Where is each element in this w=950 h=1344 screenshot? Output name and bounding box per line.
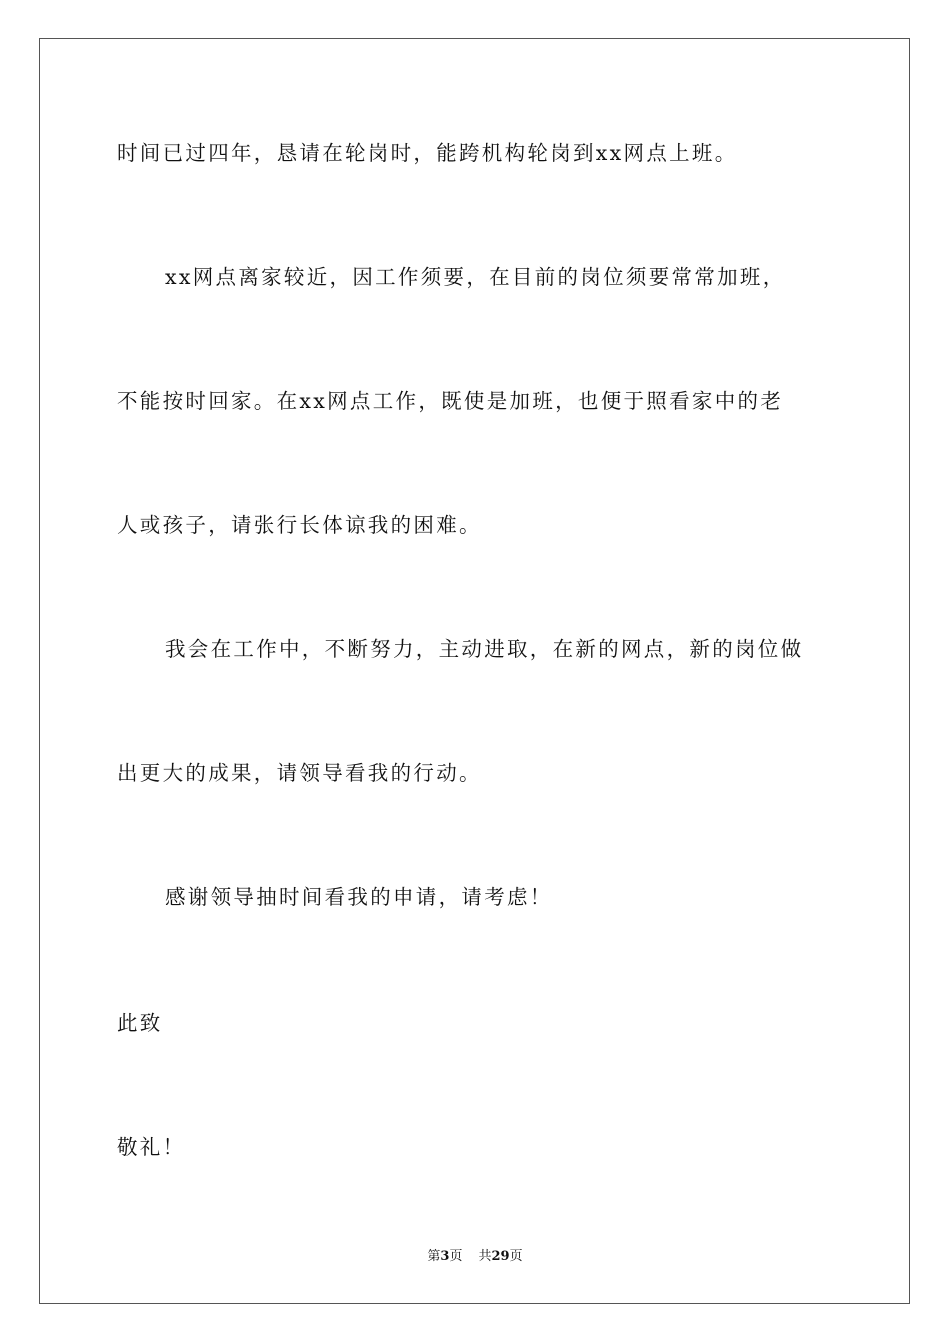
total-pages: 29 <box>491 1249 510 1264</box>
page-frame <box>39 38 910 1304</box>
page-number: 3 <box>440 1249 450 1264</box>
body-line-5: 我会在工作中，不断努力，主动进取，在新的网点，新的岗位做 <box>165 637 804 661</box>
closing-respect: 敬礼！ <box>117 1135 186 1159</box>
page-suffix: 页 <box>449 1249 463 1264</box>
body-line-6: 出更大的成果，请领导看我的行动。 <box>117 761 482 785</box>
page-prefix: 第 <box>427 1249 441 1264</box>
body-line-3: 不能按时回家。在xx网点工作，既使是加班，也便于照看家中的老 <box>117 389 784 413</box>
body-line-4: 人或孩子，请张行长体谅我的困难。 <box>117 513 482 537</box>
total-prefix: 共 <box>478 1249 492 1264</box>
page-footer <box>0 1248 950 1266</box>
total-suffix: 页 <box>509 1249 523 1264</box>
body-line-7: 感谢领导抽时间看我的申请，请考虑！ <box>165 885 553 909</box>
body-line-2: xx网点离家较近，因工作须要，在目前的岗位须要常常加班， <box>165 265 786 289</box>
closing-salutation: 此致 <box>117 1011 163 1035</box>
body-line-1: 时间已过四年，恳请在轮岗时，能跨机构轮岗到xx网点上班。 <box>117 141 738 165</box>
